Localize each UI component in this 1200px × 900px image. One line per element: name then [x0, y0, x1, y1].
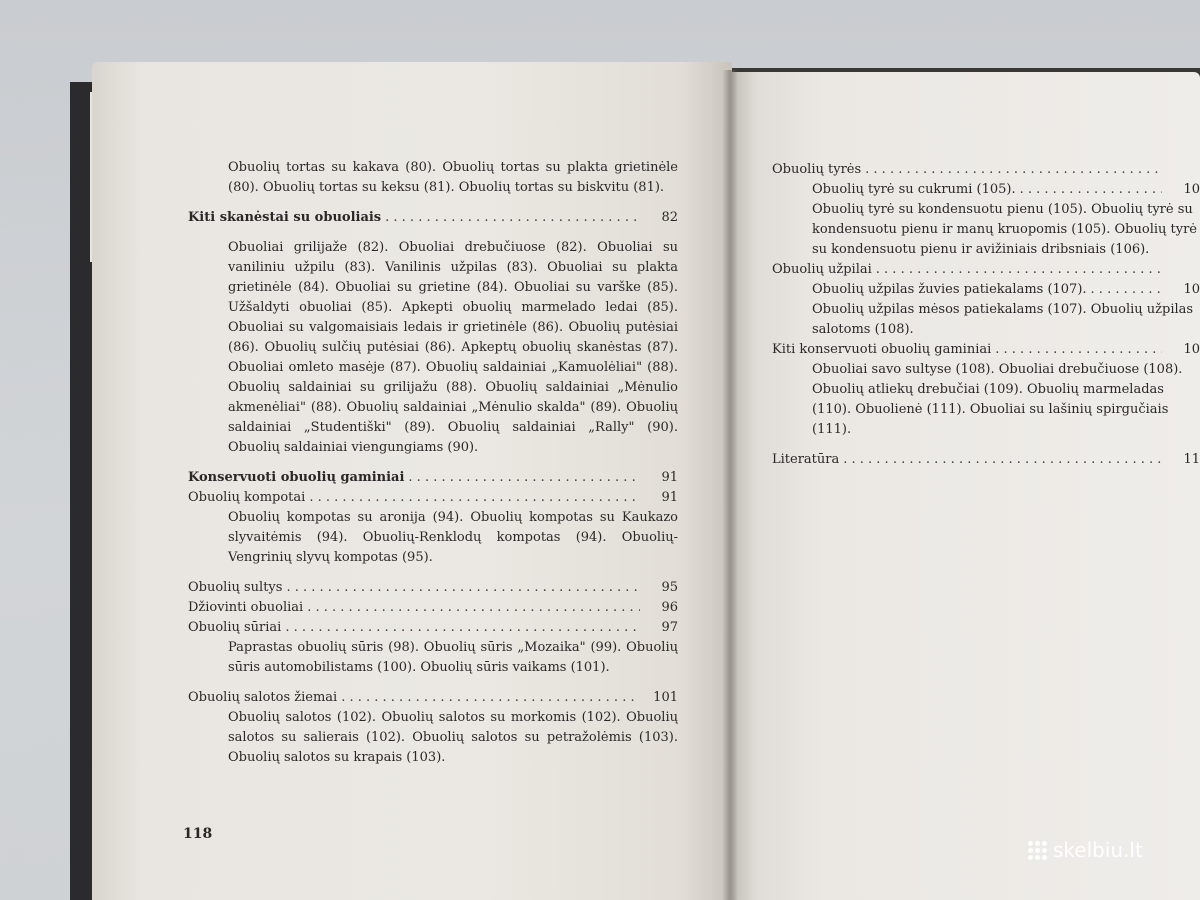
leader-dots [865, 160, 1162, 180]
toc-entry-title: Obuolių sūriai [188, 620, 282, 635]
toc-entry [772, 160, 1200, 180]
toc-subentries: Obuolių salotos (102). Obuolių salotos su morkomis (102). Obuolių salotos su salierais (102). Obuolių salotos su petražolėmis (103). Obuolių salotos su krapais (103). [228, 710, 678, 765]
toc-entry [188, 208, 678, 228]
toc-entry [188, 468, 678, 488]
toc-subentries: Paprastas obuolių sūris (98). Obuolių sūris „Mozaika" (99). Obuolių sūris automobilistams (100). Obuolių sūris vaikams (101). [228, 640, 678, 675]
toc-entry [772, 450, 1200, 470]
toc-subentries: Obuoliai savo sultyse (108). Obuoliai drebučiuose (108). Obuolių atliekų drebučiai (109). Obuolių marmeladas (110). Obuolienė (111). Obuoliai su lašinių spirgučiais (111). [812, 362, 1183, 437]
toc-entry-title: Obuolių užpilas žuvies patiekalams (107). [812, 282, 1087, 297]
leader-dots [1091, 280, 1162, 300]
watermark [1028, 838, 1143, 862]
toc-entry [772, 180, 1200, 200]
toc-entry-title: Obuolių tyrė su cukrumi (105). [812, 182, 1016, 197]
toc-page-number: 82 [661, 210, 678, 225]
toc-entry [772, 280, 1200, 300]
toc-entry [188, 618, 678, 638]
toc-entry [772, 340, 1200, 360]
leader-dots [385, 208, 640, 228]
toc-page-number: 10 [1183, 342, 1200, 357]
leader-dots [307, 598, 640, 618]
toc-entry [188, 598, 678, 618]
toc-entry [188, 488, 678, 508]
leader-dots [843, 450, 1162, 470]
leader-dots [1020, 180, 1162, 200]
toc-page-number: 95 [661, 580, 678, 595]
leader-dots [341, 688, 640, 708]
leader-dots [408, 468, 640, 488]
book-gutter [722, 70, 738, 900]
toc-subentries: Obuolių tyrė su kondensuotu pienu (105). Obuolių tyrė su kondensuotu pienu ir manų kruopomis (105). Obuolių tyrė su kondensuotu pienu ir avižiniais dribsniais (106). [812, 202, 1197, 257]
toc-entry [188, 578, 678, 598]
toc-entry-title: Obuolių tyrės [772, 162, 862, 177]
toc-entry [188, 688, 678, 708]
toc-page-number: 11 [1183, 452, 1200, 467]
toc-entry-title: Obuolių užpilai [772, 262, 872, 277]
watermark-text: skelbiu.lt [1053, 838, 1143, 862]
toc-entry-title: Obuolių salotos žiemai [188, 690, 338, 705]
toc-entry-title: Kiti skanėstai su obuoliais [188, 210, 382, 225]
page-number: 118 [183, 826, 213, 842]
toc-page-number: 91 [661, 470, 678, 485]
toc-page-number: 10 [1183, 182, 1200, 197]
leader-dots [285, 618, 640, 638]
toc-entry-title: Obuolių kompotai [188, 490, 306, 505]
toc-subentries: Obuolių kompotas su aronija (94). Obuolių kompotas su Kaukazo slyvaitėmis (94). Obuolių-Renklodų kompotas (94). Obuolių-Vengrinių slyvų kompotas (95). [228, 510, 678, 565]
toc-subentries: Obuoliai grilijaže (82). Obuoliai drebučiuose (82). Obuoliai su vaniliniu užpilu (83). Vanilinis užpilas (83). Obuoliai su plakta grietinėle (84). Obuoliai su grietine (84). Obuoliai su varške (85). Užšaldyti obuoliai (85). Apkepti obuolių marmelado ledai (85). Obuoliai su valgomaisiais ledais ir grietinėle (86). Obuolių putėsiai (86). Obuolių sulčių putėsiai (86). Apkeptų obuolių skanėstas (87). Obuoliai omleto masėje (87). Obuolių saldainiai „Kamuolėliai" (88). Obuolių saldainiai su grilijažu (88). Obuolių saldainiai „Mėnulio akmenėliai" (88). Obuolių saldainiai „Mėnulio skalda" (89). Obuolių saldainiai „Studentiški" (89). Obuolių saldainiai „Rally" (90). Obuolių saldainiai viengungiams (90). [228, 240, 678, 455]
toc-entry-title: Literatūra [772, 452, 840, 467]
toc-entry-title: Kiti konservuoti obuolių gaminiai [772, 342, 992, 357]
toc-entry-title: Džiovinti obuoliai [188, 600, 304, 615]
right-page-contents [772, 160, 1200, 470]
leader-dots [286, 578, 640, 598]
toc-page-number: 96 [661, 600, 678, 615]
leader-dots [876, 260, 1162, 280]
toc-entry-title: Obuolių sultys [188, 580, 283, 595]
leader-dots [995, 340, 1162, 360]
toc-subentries: Obuolių tortas su kakava (80). Obuolių tortas su plakta grietinėle (80). Obuolių tortas su keksu (81). Obuolių tortas su biskvitu (81). [228, 160, 678, 195]
toc-page-number: 91 [661, 490, 678, 505]
dots-grid-icon [1028, 841, 1047, 860]
toc-page-number: 10 [1183, 282, 1200, 297]
toc-entry-title: Konservuoti obuolių gaminiai [188, 470, 405, 485]
toc-page-number: 97 [661, 620, 678, 635]
toc-entry [772, 260, 1200, 280]
toc-page-number: 101 [653, 690, 678, 705]
toc-subentries: Obuolių užpilas mėsos patiekalams (107). Obuolių užpilas salotoms (108). [812, 302, 1194, 337]
left-page-contents [188, 158, 678, 768]
leader-dots [309, 488, 640, 508]
